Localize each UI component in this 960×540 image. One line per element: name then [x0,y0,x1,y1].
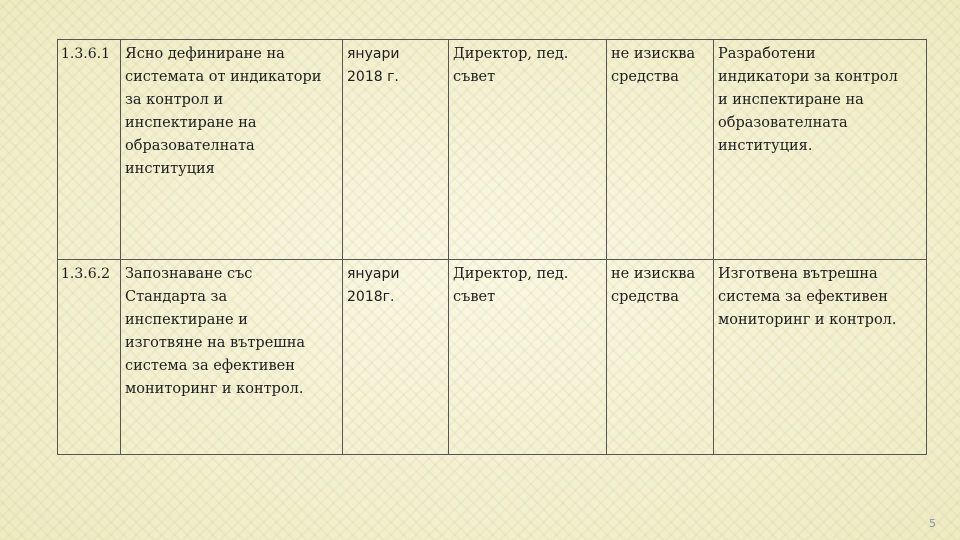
activity-number: 1.3.6.2 [58,260,121,455]
activity-description: Запознаване със Стандарта за инспектиране и изготвяне на вътрешна система за ефективен мониторинг и контрол. [121,260,343,455]
responsible-cell: Директор, пед. съвет [449,40,607,260]
responsible-cell: Директор, пед. съвет [449,260,607,455]
expected-result-cell: Изготвена вътрешна система за ефективен мониторинг и контрол. [714,260,927,455]
table-row [58,40,927,260]
deadline-cell: януари 2018г. [343,260,449,455]
activity-description: Ясно дефиниране на системата от индикатори за контрол и инспектиране на образователната институция [121,40,343,260]
funding-cell: не изисква средства [607,260,714,455]
activity-number: 1.3.6.1 [58,40,121,260]
deadline-cell: януари 2018 г. [343,40,449,260]
table-row [58,260,927,455]
plan-table [57,39,927,455]
expected-result-cell: Разработени индикатори за контрол и инспектиране на образователната институция. [714,40,927,260]
slide-page-number: 5 [929,517,936,530]
funding-cell: не изисква средства [607,40,714,260]
